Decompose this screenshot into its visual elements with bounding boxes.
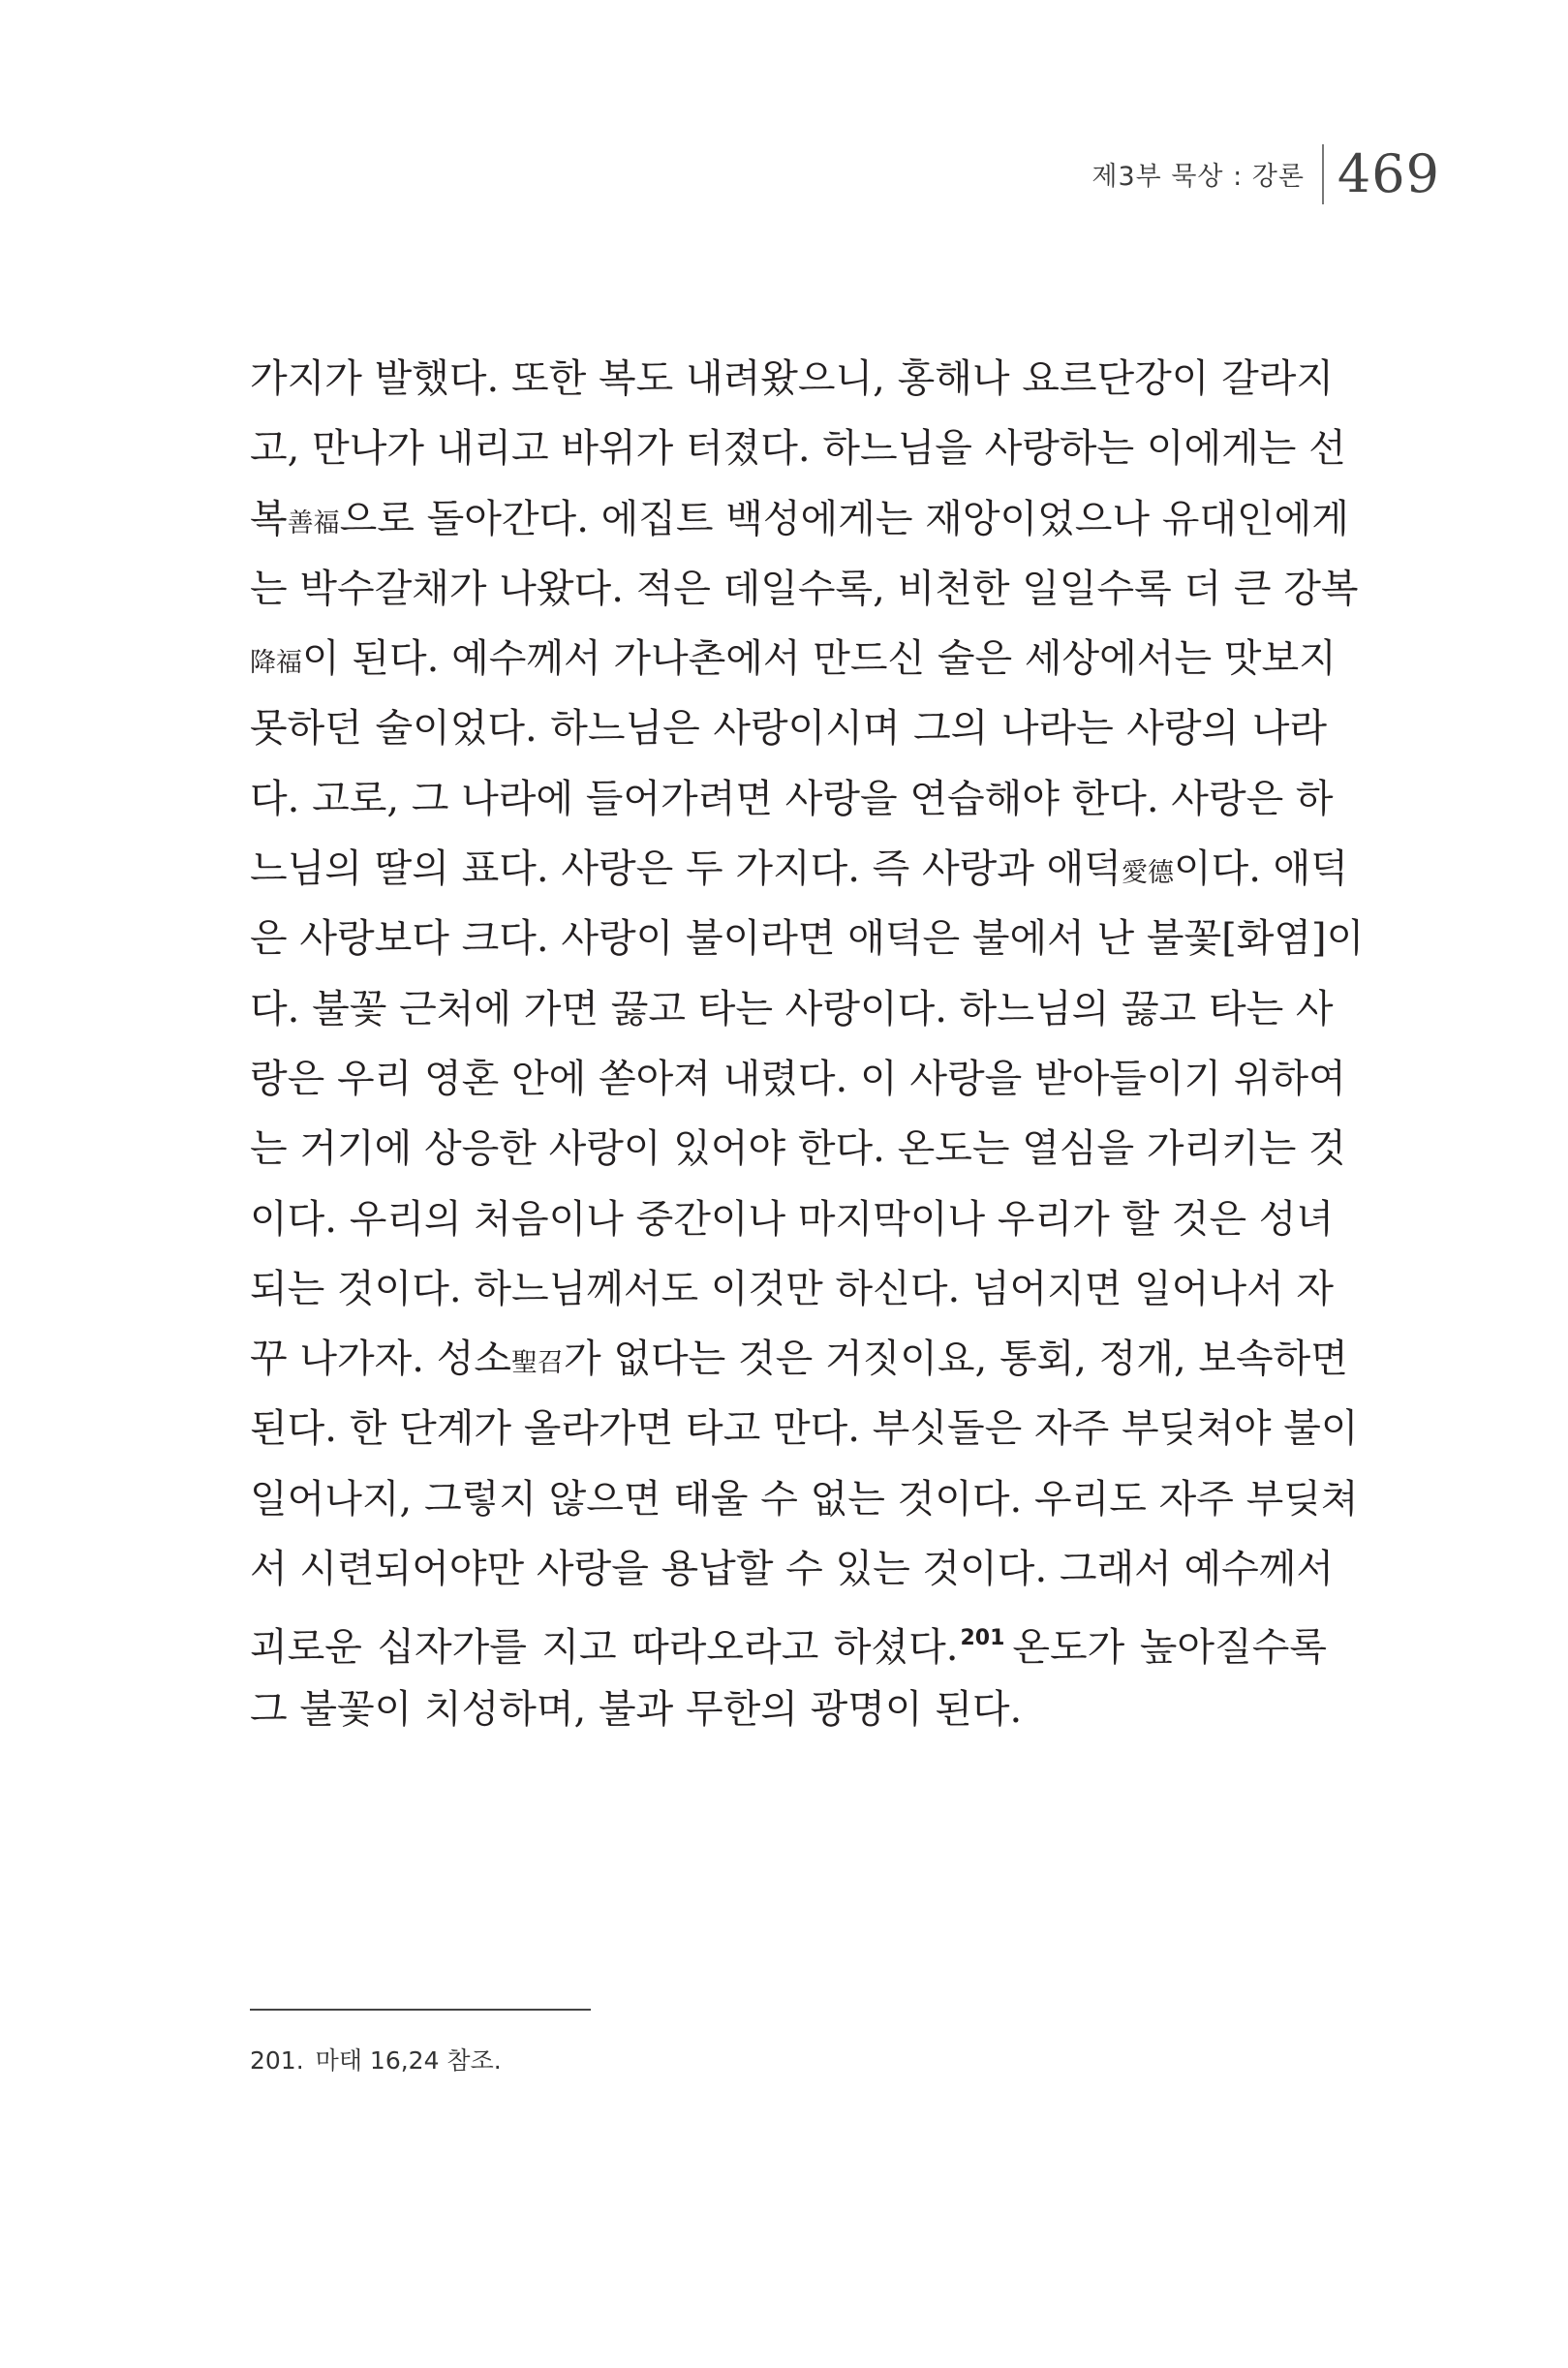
text-segment: 가지가 발했다. 또한 복도 내려왔으니, 홍해나 요르단강이 갈라지 (250, 356, 1335, 401)
text-line (250, 1464, 1359, 1534)
text-line (250, 624, 1337, 693)
header-divider (1322, 144, 1324, 204)
footnote-text: 마태 16,24 참조. (315, 2046, 502, 2075)
text-segment: 은 사랑보다 크다. 사랑이 불이라면 애덕은 불에서 난 불꽃[화염]이 (250, 916, 1365, 962)
text-line (250, 1044, 1346, 1114)
text-line (250, 554, 1359, 624)
footnote-divider (250, 2009, 591, 2011)
text-line (250, 1114, 1346, 1184)
text-line (250, 834, 1348, 904)
text-segment: 으로 돌아간다. 에집트 백성에게는 재앙이었으나 유대인에게 (339, 496, 1349, 541)
text-line (250, 1675, 1327, 1744)
text-segment: 꾸 나가자. 성소 (250, 1337, 511, 1382)
text-line (250, 974, 1334, 1044)
text-segment: 이다. 애덕 (1173, 846, 1348, 892)
text-segment: 다. 고로, 그 나라에 들어가려면 사랑을 연습해야 한다. 사랑은 하 (250, 776, 1334, 821)
text-line (250, 693, 1327, 763)
text-segment: 느님의 딸의 표다. 사랑은 두 가지다. 즉 사랑과 애덕 (250, 846, 1122, 892)
text-line (250, 904, 1365, 973)
text-segment: 된다. 한 단계가 올라가면 타고 만다. 부싯돌은 자주 부딪쳐야 불이 (250, 1406, 1359, 1452)
text-segment: 는 거기에 상응한 사랑이 있어야 한다. 온도는 열심을 가리키는 것 (250, 1126, 1346, 1172)
text-line (250, 1534, 1335, 1604)
hanja-annotation: 愛德 (1121, 858, 1174, 889)
text-line (250, 1604, 1327, 1674)
text-segment: 이다. 우리의 처음이나 중간이나 마지막이나 우리가 할 것은 성녀 (250, 1196, 1335, 1242)
section-title: 제3부 묵상 : 강론 (1091, 162, 1305, 192)
text-segment: 되는 것이다. 하느님께서도 이것만 하신다. 넘어지면 일어나서 자 (250, 1266, 1335, 1311)
footnote-reference: 201 (960, 1626, 1005, 1651)
text-segment: 복 (250, 496, 288, 541)
text-line (250, 764, 1334, 834)
text-segment: 못하던 술이었다. 하느님은 사랑이시며 그의 나라는 사랑의 나라 (250, 706, 1327, 752)
text-segment: 이 된다. 예수께서 가나촌에서 만드신 술은 세상에서는 맛보지 (302, 636, 1337, 682)
text-line (250, 1184, 1335, 1254)
running-header (1091, 143, 1440, 204)
text-line (250, 344, 1335, 414)
text-segment: 그 불꽃이 치성하며, 불과 무한의 광명이 된다. (250, 1686, 1023, 1732)
text-line (250, 484, 1349, 554)
page-number: 469 (1337, 143, 1440, 204)
text-segment: 일어나지, 그렇지 않으면 태울 수 없는 것이다. 우리도 자주 부딪쳐 (250, 1476, 1359, 1522)
text-segment: 서 시련되어야만 사랑을 용납할 수 있는 것이다. 그래서 예수께서 (250, 1547, 1335, 1592)
text-line (250, 1254, 1335, 1324)
hanja-annotation: 善福 (287, 507, 340, 538)
hanja-annotation: 降福 (250, 648, 302, 679)
text-line (250, 1394, 1359, 1463)
text-segment: 가 없다는 것은 거짓이요, 통회, 정개, 보속하면 (563, 1337, 1348, 1382)
body-paragraph (250, 344, 1365, 1744)
text-segment: 랑은 우리 영혼 안에 쏟아져 내렸다. 이 사랑을 받아들이기 위하여 (250, 1056, 1346, 1101)
text-line (250, 414, 1346, 483)
text-segment: 고, 만나가 내리고 바위가 터졌다. 하느님을 사랑하는 이에게는 선 (250, 426, 1346, 472)
text-segment: 괴로운 십자가를 지고 따라오라고 하셨다. (250, 1625, 959, 1671)
text-segment: 다. 불꽃 근처에 가면 끓고 타는 사랑이다. 하느님의 끓고 타는 사 (250, 986, 1334, 1031)
footnote (250, 2042, 502, 2076)
text-line (250, 1324, 1348, 1394)
footnote-number: 201. (250, 2046, 304, 2075)
text-segment: 온도가 높아질수록 (1012, 1625, 1327, 1671)
hanja-annotation: 聖召 (510, 1348, 564, 1379)
text-segment: 는 박수갈채가 나왔다. 적은 데일수록, 비천한 일일수록 더 큰 강복 (250, 566, 1359, 611)
